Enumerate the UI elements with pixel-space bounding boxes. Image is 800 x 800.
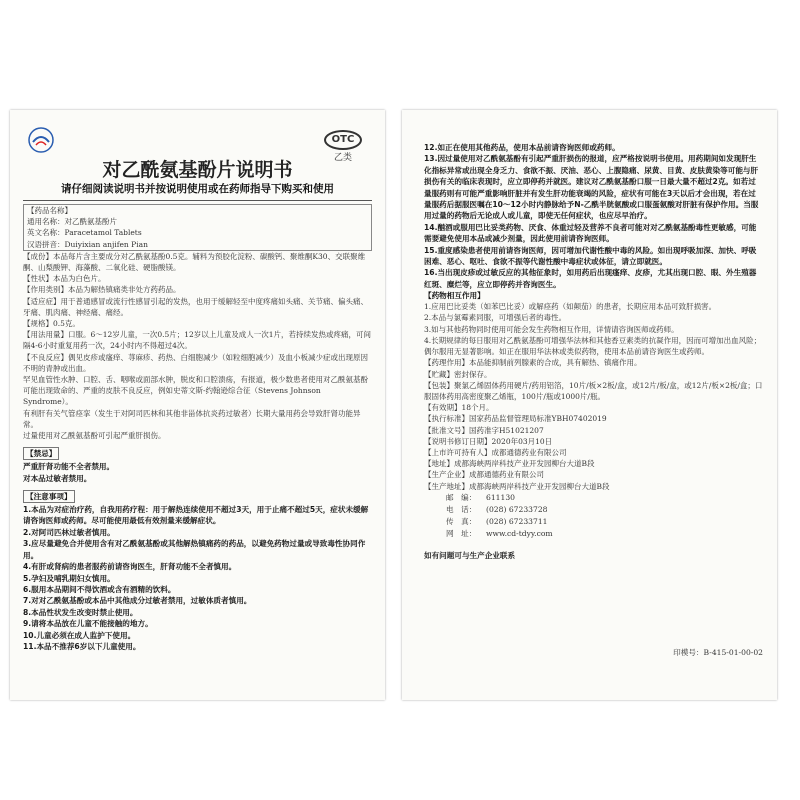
leaflet-header — [23, 120, 372, 172]
contraindication-2: 对本品过敏者禁用。 — [23, 473, 92, 483]
website-label: 网 址： — [446, 528, 477, 538]
contraindication-1: 严重肝肾功能不全者禁用。 — [23, 462, 115, 472]
postal-code: 611130 — [486, 492, 515, 502]
dosage: 【用法用量】口服。6～12岁儿童，一次0.5片；12岁以上儿童及成人一次1片，若持续发热或疼痛，可间隔4-6小时重复用药一次，24小时内不得超过4次。 — [23, 330, 372, 351]
adverse-reactions-2: 罕见血管性水肿、口腔、舌、咽喉或面部水肿，脱皮和口腔溃疡，有报道，极少数患者使用对乙酰氨基酚可能出现致命的、严重的皮肤不良反应，例如史蒂文斯-约翰逊综合征（Stevens Johnson Syndrome）。 — [23, 375, 368, 407]
postal-code-row — [424, 492, 763, 504]
note-item: 6.服用本品期间不得饮酒或含有酒精的饮料。 — [23, 584, 176, 594]
leaflet-page-left — [10, 110, 385, 700]
contact-note: 如有问题可与生产企业联系 — [424, 550, 516, 560]
standard: 【执行标准】国家药品监督管理局标准YBH07402019 — [424, 414, 607, 424]
notes-header: 【注意事项】 — [23, 490, 75, 503]
note-item: 13.因过量使用对乙酰氨基酚有引起严重肝损伤的报道，应严格按说明书使用。用药期间如发现肝生化指标异常或出现全身乏力、食欲不振、厌油、恶心、上腹隐痛、尿黄、目黄、皮肤黄染等可能与肝损伤有关的临床表现时，应立即停药并就医。建议对乙酰氨基酚口服一日最大量不超过2克。如若过量服药则有可能严重影响肝脏并有发生肝功能衰竭的风险，症状有可能在3天以后才会出现，若在过量服药后据服医嘱在10～12小时内静脉给予N-乙酰半胱氨酸或口服蛋氨酸对肝脏有保护作用。当服用过量的药物后无论成人或儿童，即使无任何症状，也应尽早治疗。 — [424, 154, 759, 221]
note-item: 12.如正在使用其他药品，使用本品前请咨询医师或药师。 — [424, 143, 620, 152]
contact-block — [424, 492, 763, 540]
manufacturer: 【生产企业】成都通德药业有限公司 — [424, 470, 544, 480]
note-item: 9.请将本品放在儿童不能接触的地方。 — [23, 619, 153, 629]
fax: (028) 67233711 — [486, 516, 548, 526]
postal-code-label: 邮 编： — [446, 492, 477, 502]
note-item: 3.应尽量避免合并使用含有对乙酰氨基酚或其他解热镇痛药的药品，以避免药物过量或导致毒性协同作用。 — [23, 539, 366, 560]
note-item: 11.本品不推荐6岁以下儿童使用。 — [23, 641, 141, 651]
telephone-row — [424, 504, 763, 516]
company-logo-icon — [27, 126, 55, 154]
contraindications-header: 【禁忌】 — [23, 447, 59, 460]
validity: 【有效期】18个月。 — [424, 403, 494, 413]
notes-list — [23, 504, 372, 652]
note-item: 5.孕妇及哺乳期妇女慎用。 — [23, 573, 115, 583]
leaflet-page-right — [402, 110, 777, 700]
manufacturer-address: 【生产地址】成都海峡两岸科技产业开发园柳台大道B段 — [424, 481, 610, 491]
adverse-reactions: 【不良反应】偶见皮疹或瘙痒、荨麻疹、药热、白细胞减少（如粒细胞减少）及血小板减少症或出现原因不明的青肿或出血。 — [23, 352, 368, 373]
adverse-reactions-4: 过量使用对乙酰氨基酚可引起严重肝损伤。 — [23, 431, 166, 441]
generic-name: 通用名称：对乙酰氨基酚片 — [27, 217, 117, 227]
otc-badge: OTC — [324, 130, 362, 150]
telephone: (028) 67233728 — [486, 504, 548, 514]
storage: 【贮藏】密封保存。 — [424, 369, 492, 379]
revision-date: 【说明书修订日期】2020年03月10日 — [424, 436, 553, 446]
appearance: 【性状】本品为白色片。 — [23, 274, 106, 284]
note-item: 8.本品性状发生改变时禁止使用。 — [23, 607, 138, 617]
pharmacology: 【药理作用】本品能抑制前列腺素的合成，具有解热、镇痛作用。 — [424, 358, 642, 368]
drug-name-header: 【药品名称】 — [27, 206, 72, 215]
interaction-item: 2.本品与氯霉素同服，可增强后者的毒性。 — [424, 313, 567, 323]
print-mold-number: 印模号：B-415-01-00-02 — [673, 648, 763, 657]
document-subtitle: 请仔细阅读说明书并按说明使用或在药师指导下购买和使用 — [23, 182, 372, 201]
note-item: 15.重度感染患者使用前请咨询医师，因可增加代谢性酸中毒的风险。如出现呼吸加深、加快、呼吸困难、恶心、呕吐、食欲不振等代谢性酸中毒症状或体征，请立即就医。 — [424, 245, 757, 267]
marketing-authorization-holder: 【上市许可持有人】成都通德药业有限公司 — [424, 447, 567, 457]
interactions-list — [424, 301, 763, 357]
english-name: 英文名称：Paracetamol Tablets — [27, 228, 142, 238]
fax-row — [424, 516, 763, 528]
note-item: 7.对对乙酰氨基酚或本品中其他成分过敏者禁用，过敏体质者慎用。 — [23, 596, 252, 606]
note-item: 2.对阿司匹林过敏者慎用。 — [23, 527, 115, 537]
note-item: 14.酗酒或服用巴比妥类药物、厌食、体重过轻及营养不良者可能对对乙酰氨基酚毒性更敏感，可能需要避免使用本品或减少剂量，因此使用前请咨询医师。 — [424, 222, 757, 244]
note-item: 10.儿童必须在成人监护下使用。 — [23, 630, 136, 640]
strength: 【规格】0.5克。 — [23, 319, 80, 329]
note-item: 4.有肝或肾病的患者服药前请咨询医生，肝肾功能不全者慎用。 — [23, 562, 237, 572]
category: 【作用类别】本品为解热镇痛类非处方药药品。 — [23, 285, 181, 295]
adverse-reactions-3: 有利肝有关气管痉挛（发生于对阿司匹林和其他非甾体抗炎药过敏者）长期大量用药会导致肝肾功能异常。 — [23, 408, 361, 429]
interaction-item: 4.长期规律的每日服用对乙酰氨基酚可增强华法林和其他香豆素类的抗凝作用，因而可增加出血风险；偶尔服用无显著影响。如正在服用华法林或类似药物，使用本品前请咨询医生或药师。 — [424, 335, 762, 357]
otc-class-label: 乙类 — [333, 153, 352, 163]
telephone-label: 电 话： — [446, 504, 477, 514]
holder-address: 【地址】成都海峡两岸科技产业开发园柳台大道B段 — [424, 459, 595, 469]
note-item: 1.本品为对症治疗药，自我用药疗程：用于解热连续使用不超过3天，用于止痛不超过5天，症状未缓解请咨询医师或药师。尽可能使用最低有效剂量来缓解症状。 — [23, 505, 369, 526]
ingredients: 【成份】本品每片含主要成分对乙酰氨基酚0.5克。辅料为预胶化淀粉、碳酸钙、聚维酮K30、交联聚维酮、山梨酸钾、海藻酸、二氧化硅、硬脂酸镁。 — [23, 251, 366, 273]
pinyin-name: 汉语拼音：Duiyixian anjifen Pian — [27, 239, 148, 249]
note-item: 16.当出现皮疹或过敏反应的其他征象时，如用药后出现瘙痒、皮疹，尤其出现口腔、眼、外生殖器红斑、糜烂等，应立即停药并咨询医生。 — [424, 268, 757, 289]
indications: 【适应症】用于普通感冒或流行性感冒引起的发热，也用于缓解轻至中度疼痛如头痛、关节痛、偏头痛、牙痛、肌肉痛、神经痛、痛经。 — [23, 296, 368, 317]
packaging: 【包装】聚氯乙烯固体药用硬片/药用铝箔，10片/板×2板/盒，或12片/板/盒，或12片/板×2板/盒；口服固体药用高密度聚乙烯瓶，100片/瓶或1000片/瓶。 — [424, 380, 763, 401]
drug-name-box — [23, 204, 372, 251]
otc-mark — [324, 130, 362, 164]
website: www.cd-tdyy.com — [486, 528, 553, 538]
approval-number: 【批准文号】国药准字H51021207 — [424, 425, 544, 435]
notes-continued — [424, 142, 763, 290]
website-row — [424, 528, 763, 540]
interaction-item: 1.应用巴比妥类（如苯巴比妥）或解痉药（如颠茄）的患者，长期应用本品可致肝损害。 — [424, 302, 717, 312]
document-title: 对乙酰氨基酚片说明书 — [102, 159, 293, 181]
interactions-header: 【药物相互作用】 — [424, 291, 485, 301]
interaction-item: 3.如与其他药物同时使用可能会发生药物相互作用，详情请咨询医师或药师。 — [424, 324, 679, 334]
fax-label: 传 真： — [446, 516, 477, 526]
